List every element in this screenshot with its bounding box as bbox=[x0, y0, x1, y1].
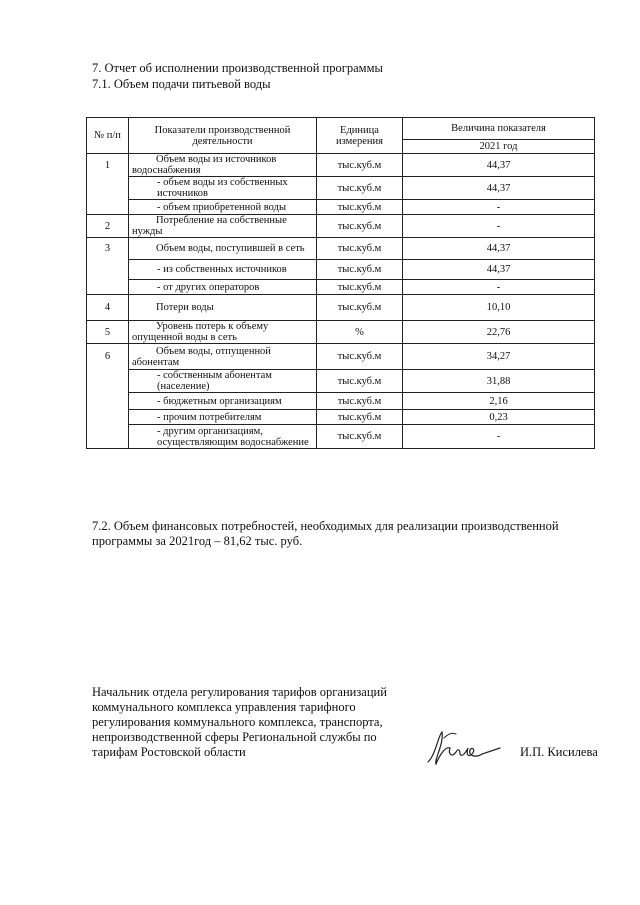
subsection-title: 7.1. Объем подачи питьевой воды bbox=[92, 77, 271, 91]
indicator-name: - бюджетным организациям bbox=[129, 393, 317, 410]
header-year: 2021 год bbox=[403, 140, 595, 154]
value-cell: 31,88 bbox=[403, 370, 595, 393]
indicator-name: Объем воды из источников водоснабжения bbox=[129, 154, 317, 177]
indicator-name: Потребление на собственные нужды bbox=[129, 215, 317, 238]
handwritten-signature bbox=[422, 724, 502, 774]
table-row bbox=[87, 215, 595, 238]
row-number bbox=[87, 410, 129, 425]
row-number: 6 bbox=[87, 344, 129, 370]
row-number: 3 bbox=[87, 238, 129, 260]
table-row bbox=[87, 295, 595, 321]
row-number: 5 bbox=[87, 321, 129, 344]
header-value: Величина показателя bbox=[403, 118, 595, 140]
unit-cell: тыс.куб.м bbox=[317, 280, 403, 295]
row-number: 4 bbox=[87, 295, 129, 321]
indicator-name: - объем приобретенной воды bbox=[129, 200, 317, 215]
table-row bbox=[87, 393, 595, 410]
signer-name: И.П. Кисилева bbox=[520, 745, 598, 759]
unit-cell: тыс.куб.м bbox=[317, 393, 403, 410]
unit-cell: тыс.куб.м bbox=[317, 260, 403, 280]
row-number bbox=[87, 200, 129, 215]
unit-cell: тыс.куб.м bbox=[317, 238, 403, 260]
unit-cell: тыс.куб.м bbox=[317, 295, 403, 321]
indicator-name: Объем воды, поступившей в сеть bbox=[129, 238, 317, 260]
value-cell: 44,37 bbox=[403, 260, 595, 280]
unit-cell: тыс.куб.м bbox=[317, 425, 403, 449]
table-row bbox=[87, 280, 595, 295]
row-number bbox=[87, 260, 129, 280]
indicator-name: - из собственных источников bbox=[129, 260, 317, 280]
value-cell: 10,10 bbox=[403, 295, 595, 321]
row-number bbox=[87, 370, 129, 393]
table-row bbox=[87, 238, 595, 260]
indicator-name: - другим организациям, осуществляющим водоснабжение bbox=[129, 425, 317, 449]
table-row bbox=[87, 370, 595, 393]
table-row bbox=[87, 154, 595, 177]
header-unit: Единица измерения bbox=[317, 118, 403, 154]
indicator-name: - прочим потребителям bbox=[129, 410, 317, 425]
unit-cell: тыс.куб.м bbox=[317, 200, 403, 215]
value-cell: 0,23 bbox=[403, 410, 595, 425]
value-cell: - bbox=[403, 215, 595, 238]
unit-cell: тыс.куб.м bbox=[317, 410, 403, 425]
row-number: 2 bbox=[87, 215, 129, 238]
row-number bbox=[87, 177, 129, 200]
unit-cell: % bbox=[317, 321, 403, 344]
unit-cell: тыс.куб.м bbox=[317, 344, 403, 370]
water-supply-table bbox=[86, 117, 595, 449]
indicator-name: - от других операторов bbox=[129, 280, 317, 295]
unit-cell: тыс.куб.м bbox=[317, 177, 403, 200]
indicator-name: Уровень потерь к объему опущенной воды в сеть bbox=[129, 321, 317, 344]
value-cell: 44,37 bbox=[403, 154, 595, 177]
row-number: 1 bbox=[87, 154, 129, 177]
row-number bbox=[87, 280, 129, 295]
value-cell: 34,27 bbox=[403, 344, 595, 370]
unit-cell: тыс.куб.м bbox=[317, 370, 403, 393]
financial-note: 7.2. Объем финансовых потребностей, необходимых для реализации производственной программы за 2021год – 81,62 тыс. руб. bbox=[92, 519, 559, 548]
row-number bbox=[87, 425, 129, 449]
value-cell: - bbox=[403, 200, 595, 215]
section-title: 7. Отчет об исполнении производственной программы bbox=[92, 61, 383, 75]
indicator-name: Объем воды, отпущенной абонентам bbox=[129, 344, 317, 370]
value-cell: - bbox=[403, 280, 595, 295]
indicator-name: - собственным абонентам (население) bbox=[129, 370, 317, 393]
row-number bbox=[87, 393, 129, 410]
value-cell: - bbox=[403, 425, 595, 449]
value-cell: 44,37 bbox=[403, 177, 595, 200]
table-row bbox=[87, 200, 595, 215]
table-row bbox=[87, 425, 595, 449]
header-indicator: Показатели производственной деятельности bbox=[129, 118, 317, 154]
signer-title: Начальник отдела регулирования тарифов организаций коммунального комплекса управления тарифного регулирования коммунального комплекса, транспорта, непроизводственной сферы Региональной службы по тарифам Ростовской области bbox=[92, 685, 387, 759]
table-row bbox=[87, 177, 595, 200]
table-row bbox=[87, 410, 595, 425]
table-row bbox=[87, 321, 595, 344]
indicator-name: Потери воды bbox=[129, 295, 317, 321]
value-cell: 44,37 bbox=[403, 238, 595, 260]
value-cell: 22,76 bbox=[403, 321, 595, 344]
header-num: № п/п bbox=[87, 118, 129, 154]
value-cell: 2,16 bbox=[403, 393, 595, 410]
unit-cell: тыс.куб.м bbox=[317, 154, 403, 177]
table-row bbox=[87, 344, 595, 370]
indicator-name: - объем воды из собственных источников bbox=[129, 177, 317, 200]
table-row bbox=[87, 260, 595, 280]
unit-cell: тыс.куб.м bbox=[317, 215, 403, 238]
